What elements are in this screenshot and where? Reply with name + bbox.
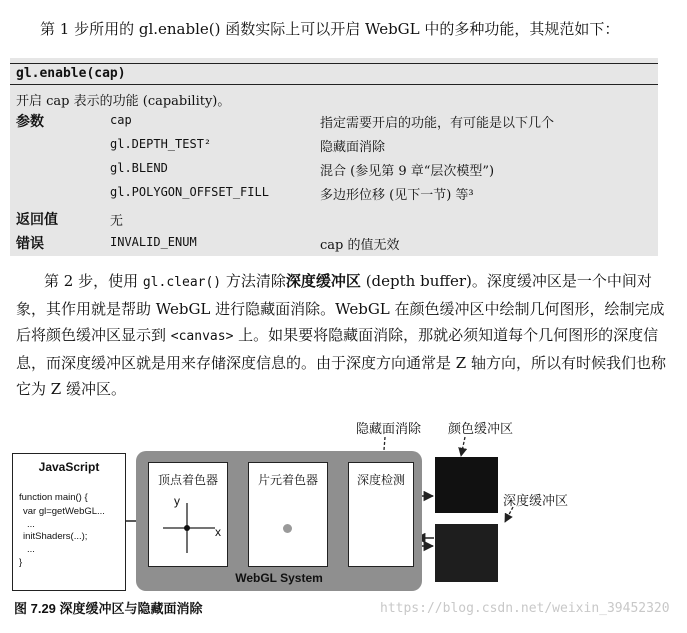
arrow-depth-buffer: [505, 507, 513, 522]
axes-icon: [149, 463, 227, 566]
js-code-line: ...: [27, 519, 35, 530]
inline-code: gl.clear(): [142, 275, 222, 290]
param-desc: 指定需要开启的功能，有可能是以下几个: [320, 116, 555, 131]
vertex-shader-stage: [148, 462, 228, 567]
bold-term: 深度缓冲区: [285, 272, 361, 290]
js-code-line: initShaders(...);: [23, 531, 88, 542]
js-code-line: ...: [27, 544, 35, 555]
js-code-line: var gl=getWebGL...: [23, 506, 105, 517]
webgl-system-box: [136, 451, 422, 591]
intro-text: 第 1 步所用的 gl.enable() 函数实际上可以开启 WebGL 中的多种功能，其规范如下：: [40, 20, 620, 38]
param-name: gl.DEPTH_TEST²: [110, 137, 212, 151]
js-title: JavaScript: [38, 460, 100, 474]
axis-y-label: y: [174, 494, 180, 508]
stage-label: 片元着色器: [257, 473, 318, 487]
figure-caption: 图 7.29 深度缓冲区与隐藏面消除: [14, 601, 203, 616]
stage-label: 深度检测: [356, 473, 405, 487]
javascript-box: [12, 453, 126, 591]
inline-code: <canvas>: [170, 329, 234, 344]
paragraph-text: 第 2 步，使用: [44, 272, 143, 290]
fragment-shader-stage: [248, 462, 328, 567]
param-name: gl.BLEND: [110, 161, 168, 175]
spec-description: 开启 cap 表示的功能 (capability)。: [16, 94, 231, 109]
return-label: 返回值: [16, 211, 58, 227]
param-desc: 多边形位移 (见下一节) 等³: [320, 188, 474, 203]
param-label: 参数: [16, 113, 44, 129]
depth-test-stage: [348, 462, 414, 567]
param-name: gl.POLYGON_OFFSET_FILL: [110, 185, 269, 199]
param-name: cap: [110, 113, 132, 127]
axis-x-label: x: [215, 525, 221, 539]
label-color-buffer: 颜色缓冲区: [448, 422, 514, 437]
error-desc: cap 的值无效: [320, 238, 400, 253]
stage-label: 顶点着色器: [157, 473, 218, 487]
fragment-dot-icon: [283, 524, 292, 533]
error-name: INVALID_ENUM: [110, 235, 197, 249]
js-code-line: }: [19, 557, 23, 568]
arrow-color-buffer: [461, 437, 465, 456]
watermark: https://blog.csdn.net/weixin_39452320: [380, 601, 670, 616]
label-depth-buffer: 深度缓冲区: [503, 494, 569, 509]
js-code-line: function main() {: [19, 492, 88, 503]
spec-signature: gl.enable(cap): [16, 66, 126, 81]
return-value: 无: [110, 214, 124, 229]
param-desc: 混合 (参见第 9 章“层次模型”): [320, 164, 495, 179]
system-name: WebGL System: [235, 571, 323, 585]
error-label: 错误: [16, 235, 44, 251]
paragraph-text: 方法清除: [221, 272, 286, 290]
color-buffer: [435, 457, 498, 513]
param-desc: 隐藏面消除: [320, 140, 386, 155]
depth-buffer: [435, 524, 498, 582]
paragraph-text: (depth buffer)。深度缓冲区是一个中间对象，其作用就是帮助 WebGL 进行隐藏面消除。WebGL 在颜色缓冲区中绘制几何图形，绘制完成后将颜色缓冲区显示到: [16, 272, 665, 344]
paragraph-text: 上。如果要将隐藏面消除，那就必须知道每个几何图形的深度信息，而深度缓冲区就是用来存储深度信息的。由于深度方向通常是 Z 轴方向，所以有时候我们也称它为 Z 缓冲区。: [16, 326, 666, 398]
label-hidden-surface: 隐藏面消除: [356, 422, 422, 437]
